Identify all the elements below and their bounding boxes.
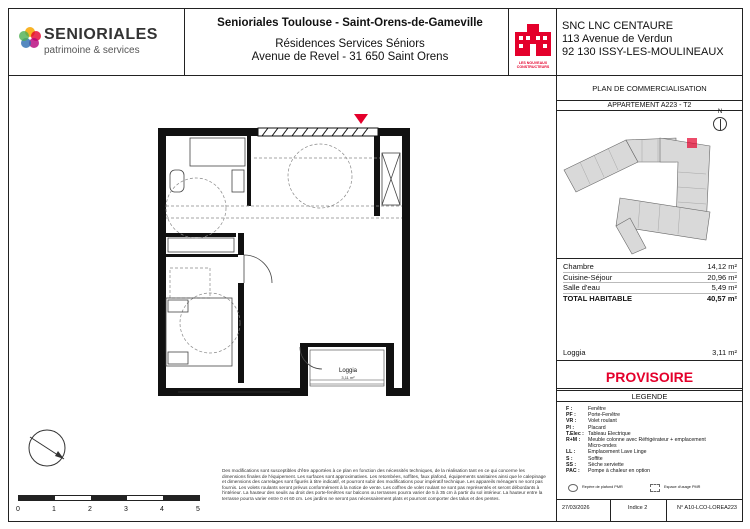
- surface-row: [563, 262, 737, 273]
- entrance-marker-icon: [354, 114, 368, 124]
- north-arrow-compass-icon: [24, 425, 70, 471]
- surface-row: [563, 273, 737, 284]
- surface-row: [563, 283, 737, 294]
- status-provisoire: PROVISOIRE: [605, 369, 694, 385]
- loggia-label: Loggia: [563, 348, 586, 357]
- surface-total-row: [563, 294, 737, 305]
- legend-desc: Emplacement Lave Linge: [588, 449, 647, 456]
- room-name: Cuisine-Séjour: [563, 272, 613, 282]
- project-title: Senioriales Toulouse - Saint-Orens-de-Gameville: [217, 17, 483, 29]
- apartment-ref: [556, 100, 743, 109]
- total-label: TOTAL HABITABLE: [563, 293, 633, 303]
- legend-code: T.Elec :: [566, 430, 584, 437]
- scale-tick: 0: [16, 506, 20, 513]
- legend-sym1: Repère de plafond PMR: [582, 485, 623, 489]
- promoter-logo-text: LES NOUVEAUX CONSTRUCTEURS: [516, 61, 550, 69]
- scale-bar: [18, 495, 200, 501]
- promoter-address1: 113 Avenue de Verdun: [562, 33, 673, 45]
- legend-desc: Pompe à chaleur en option: [588, 468, 651, 475]
- total-area: 40,57 m²: [706, 293, 737, 303]
- project-address: Avenue de Revel - 31 650 Saint Orens: [251, 51, 449, 63]
- surface-table: [563, 262, 737, 304]
- scale-tick: 1: [52, 506, 56, 513]
- legend-item: [566, 437, 718, 449]
- legend-desc: Fenêtre: [588, 406, 606, 412]
- pmr-space-symbol-icon: [650, 484, 660, 492]
- legend-list: [566, 406, 718, 474]
- rp-divider-loggia: [556, 360, 743, 361]
- compass-n-label: N: [717, 109, 723, 115]
- project-subtitle: Résidences Services Séniors: [275, 38, 425, 50]
- room-name: Chambre: [563, 262, 594, 271]
- brand-flower-icon: [18, 26, 42, 50]
- brand-name: SENIORIALES: [44, 26, 158, 43]
- legend-desc: Tableau Electrique: [588, 430, 631, 437]
- scale-tick: 3: [124, 506, 128, 513]
- legend-sym2: Espace d'usage PMR: [664, 485, 701, 489]
- legend-desc: Placard: [588, 424, 606, 431]
- legend-item: [566, 468, 718, 474]
- rp-divider-3: [556, 258, 743, 259]
- rp-divider-4: [556, 388, 743, 389]
- legend-code: VR :: [566, 418, 577, 425]
- key-plan-compass: [713, 109, 727, 131]
- legend-code: R+M :: [566, 437, 581, 444]
- promoter-logo: [513, 22, 553, 69]
- room-area: 14,12 m²: [707, 262, 737, 271]
- footer-divider: [666, 499, 667, 522]
- legend-desc: Volet roulant: [588, 418, 617, 425]
- scale-tick: 2: [88, 506, 92, 513]
- legend-desc: Porte-Fenêtre: [588, 412, 621, 419]
- legend-title: LEGENDE: [556, 390, 743, 402]
- legend-desc: Soffite: [588, 455, 603, 462]
- legend-desc: Sèche serviette: [588, 461, 624, 468]
- pmr-ceiling-symbol-icon: [568, 484, 578, 492]
- header-divider-left: [184, 8, 185, 75]
- promoter-name: SNC LNC CENTAURE: [562, 20, 674, 32]
- legend-code: PAC :: [566, 468, 580, 475]
- plan-type: PLAN DE COMMERCIALISATION: [592, 84, 707, 93]
- key-plan-unit-marker: [687, 138, 697, 148]
- rp-divider-5: [556, 499, 743, 500]
- room-area: 20,96 m²: [707, 272, 737, 282]
- legend-code: S :: [566, 455, 573, 462]
- loggia-row: [563, 348, 737, 359]
- footer-index: Indice 2: [628, 505, 648, 511]
- room-name: Salle d'eau: [563, 283, 600, 292]
- scale-tick: 4: [160, 506, 164, 513]
- brand-logo: [18, 24, 158, 60]
- footer-ref: N° A10-LCO-LOREA223: [677, 505, 737, 511]
- key-plan-building: [560, 132, 738, 256]
- floorplan-loggia-label: Loggia: [338, 368, 358, 374]
- disclaimer-text: Des modifications sont susceptibles d'être apportées à ce plan en fonction des nécessités techniques, de la réalisation tant en ce qui concerne les dimensions finales de l'équipement. Les surfaces sont approximatives. Les retombées, soffites, faux plafond, équipements sanitaires ainsi que le calepinage et dimensions des carrelages sont figurés à titre indicatif, et pourront subir des modifications pour impératif technique. Les appareils ménagers ne sont pas fournis. Les volets roulants seront prévus conformément à la notice de vente. Les coffres de volet roulant ne sont pas représentés et seront débordants à l'intérieur. La hauteur des seuils au droit des porte-fenêtres sur balcons ou terrasses pourra varier de 5 à 35 cm à partir du sol intérieur. La hauteur entre la terrasse pourra varier entre 0 et 60 cm. Les jardins ne seront pas nécessairement plats et pourront comporter des talus et des pentes.: [222, 468, 546, 501]
- header-divider: [8, 75, 743, 76]
- scale-tick: 5: [196, 506, 200, 513]
- legend-desc: Meuble colonne avec Réfrigérateur + emplacement Micro-ondes: [588, 437, 706, 450]
- footer-date: 27/03/2026: [562, 505, 590, 511]
- loggia-area: 3,11 m²: [712, 348, 737, 357]
- brand-tagline: patrimoine & services: [44, 45, 140, 56]
- promoter-block: [562, 20, 724, 59]
- legend-code: LL :: [566, 449, 576, 456]
- legend-code: Pl :: [566, 424, 575, 431]
- promoter-address2: 92 130 ISSY-LES-MOULINEAUX: [562, 46, 724, 58]
- floorplan-loggia-area: 3,11 m²: [341, 375, 355, 380]
- legend-code: SS :: [566, 461, 577, 468]
- room-area: 5,49 m²: [711, 283, 737, 292]
- floor-plan: [150, 108, 425, 403]
- apartment-ref-text: APPARTEMENT A223 - T2: [607, 102, 692, 109]
- legend-code: F :: [566, 406, 573, 412]
- footer-divider: [610, 499, 611, 522]
- building-logo-icon: [513, 22, 553, 56]
- legend-code: PF :: [566, 412, 576, 419]
